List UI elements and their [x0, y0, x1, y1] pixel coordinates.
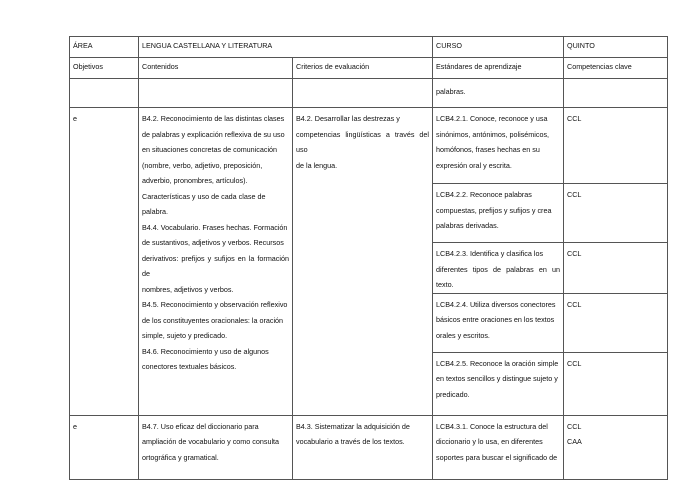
- text-line: en textos sencillos y distingue sujeto y: [436, 374, 558, 383]
- text-line: básicos entre oraciones en los textos: [436, 315, 555, 324]
- text-line: soportes para buscar el significado de: [436, 452, 558, 462]
- text-line: predicado.: [436, 389, 470, 399]
- text-line: expresión oral y escrita.: [436, 160, 512, 170]
- objetivo-cell: e: [70, 415, 139, 479]
- text-line: LCB4.2.4. Utiliza diversos conectores: [436, 299, 556, 309]
- competencia-cell: CCL: [564, 293, 668, 352]
- text-line: compuestas, prefijos y sufijos y crea: [436, 205, 552, 215]
- continuation-row: [70, 79, 668, 108]
- text-line: B4.2. Desarrollar las destrezas y: [296, 114, 400, 123]
- continuation-text: palabras.: [433, 79, 564, 108]
- text-line: competencias lingüísticas a través del uso: [296, 129, 429, 154]
- text-line: nombres, adjetivos y verbos.: [142, 284, 234, 294]
- text-line: conectores textuales básicos.: [142, 362, 237, 371]
- col-estandares: Estándares de aprendizaje: [433, 58, 564, 79]
- text-line: de sustantivos, adjetivos y verbos. Recursos: [142, 238, 284, 247]
- text-line: LCB4.2.3. Identifica y clasifica los: [436, 249, 544, 258]
- estandar-cell: [433, 293, 564, 352]
- text-line: derivativos: prefijos y sufijos en la formación de: [142, 253, 289, 278]
- estandar-cell: [433, 243, 564, 294]
- text-line: de los constituyentes oracionales: la oración: [142, 315, 284, 325]
- estandar-cell: [433, 108, 564, 184]
- text-line: B4.5. Reconocimiento y observación reflexivo: [142, 300, 288, 309]
- text-line: sinónimos, antónimos, polisémicos,: [436, 129, 550, 139]
- text-line: ampliación de vocabulario y como consulta: [142, 437, 280, 446]
- curso-value: QUINTO: [564, 37, 668, 58]
- text-line: Características y uso de cada clase de: [142, 191, 266, 201]
- text-line: B4.4. Vocabulario. Frases hechas. Formación: [142, 222, 288, 232]
- competencia-cell: CCL: [564, 184, 668, 243]
- text-line: en situaciones concretas de comunicación: [142, 145, 278, 154]
- estandar-cell: [433, 184, 564, 243]
- criterios-cell: [293, 108, 433, 416]
- text-line: orales y escritos.: [436, 330, 490, 340]
- text-line: B4.2. Reconocimiento de las distintas clases: [142, 114, 285, 123]
- table-row: [70, 108, 668, 184]
- text-line: LCB4.2.2. Reconoce palabras: [436, 190, 532, 199]
- text-line: LCB4.3.1. Conoce la estructura del: [436, 421, 548, 431]
- text-line: LCB4.2.5. Reconoce la oración simple: [436, 358, 559, 368]
- table-row: [70, 415, 668, 479]
- text-line: de la lengua.: [296, 160, 338, 170]
- text-line: palabras derivadas.: [436, 221, 499, 230]
- area-value: LENGUA CASTELLANA Y LITERATURA: [139, 37, 433, 58]
- text-line: diferentes tipos de palabras en un texto.: [436, 264, 560, 289]
- competencia-cell: CCL: [564, 108, 668, 184]
- text-line: homófonos, frases hechas en su: [436, 145, 540, 154]
- text-line: simple, sujeto y predicado.: [142, 331, 228, 340]
- criterios-cell: [293, 415, 433, 479]
- text-line: diccionario y lo usa, en diferentes: [436, 437, 543, 446]
- text-line: ortográfica y gramatical.: [142, 452, 219, 462]
- competencia-cell: CCL: [564, 352, 668, 415]
- text-line: adverbio, pronombres, artículos).: [142, 176, 248, 185]
- text-line: CAA: [567, 437, 582, 446]
- text-line: palabra.: [142, 207, 168, 216]
- competencia-cell: [564, 415, 668, 479]
- col-objetivos: Objetivos: [70, 58, 139, 79]
- text-line: B4.6. Reconocimiento y uso de algunos: [142, 346, 269, 356]
- text-line: CCL: [567, 421, 582, 431]
- text-line: (nombre, verbo, adjetivo, preposición,: [142, 160, 263, 170]
- column-header-row: [70, 58, 668, 79]
- estandar-cell: [433, 352, 564, 415]
- estandar-cell: [433, 415, 564, 479]
- curriculum-table: [69, 36, 668, 480]
- col-criterios: Criterios de evaluación: [293, 58, 433, 79]
- competencia-cell: CCL: [564, 243, 668, 294]
- col-competencias: Competencias clave: [564, 58, 668, 79]
- objetivo-cell: e: [70, 108, 139, 416]
- text-line: vocabulario a través de los textos.: [296, 437, 405, 446]
- col-contenidos: Contenidos: [139, 58, 293, 79]
- contenidos-cell: [139, 108, 293, 416]
- area-label: ÁREA: [70, 37, 139, 58]
- contenidos-cell: [139, 415, 293, 479]
- text-line: LCB4.2.1. Conoce, reconoce y usa: [436, 114, 548, 123]
- curso-label: CURSO: [433, 37, 564, 58]
- text-line: B4.7. Uso eficaz del diccionario para: [142, 421, 259, 431]
- text-line: de palabras y explicación reflexiva de su uso: [142, 129, 285, 139]
- header-row: [70, 37, 668, 58]
- text-line: B4.3. Sistematizar la adquisición de: [296, 421, 410, 431]
